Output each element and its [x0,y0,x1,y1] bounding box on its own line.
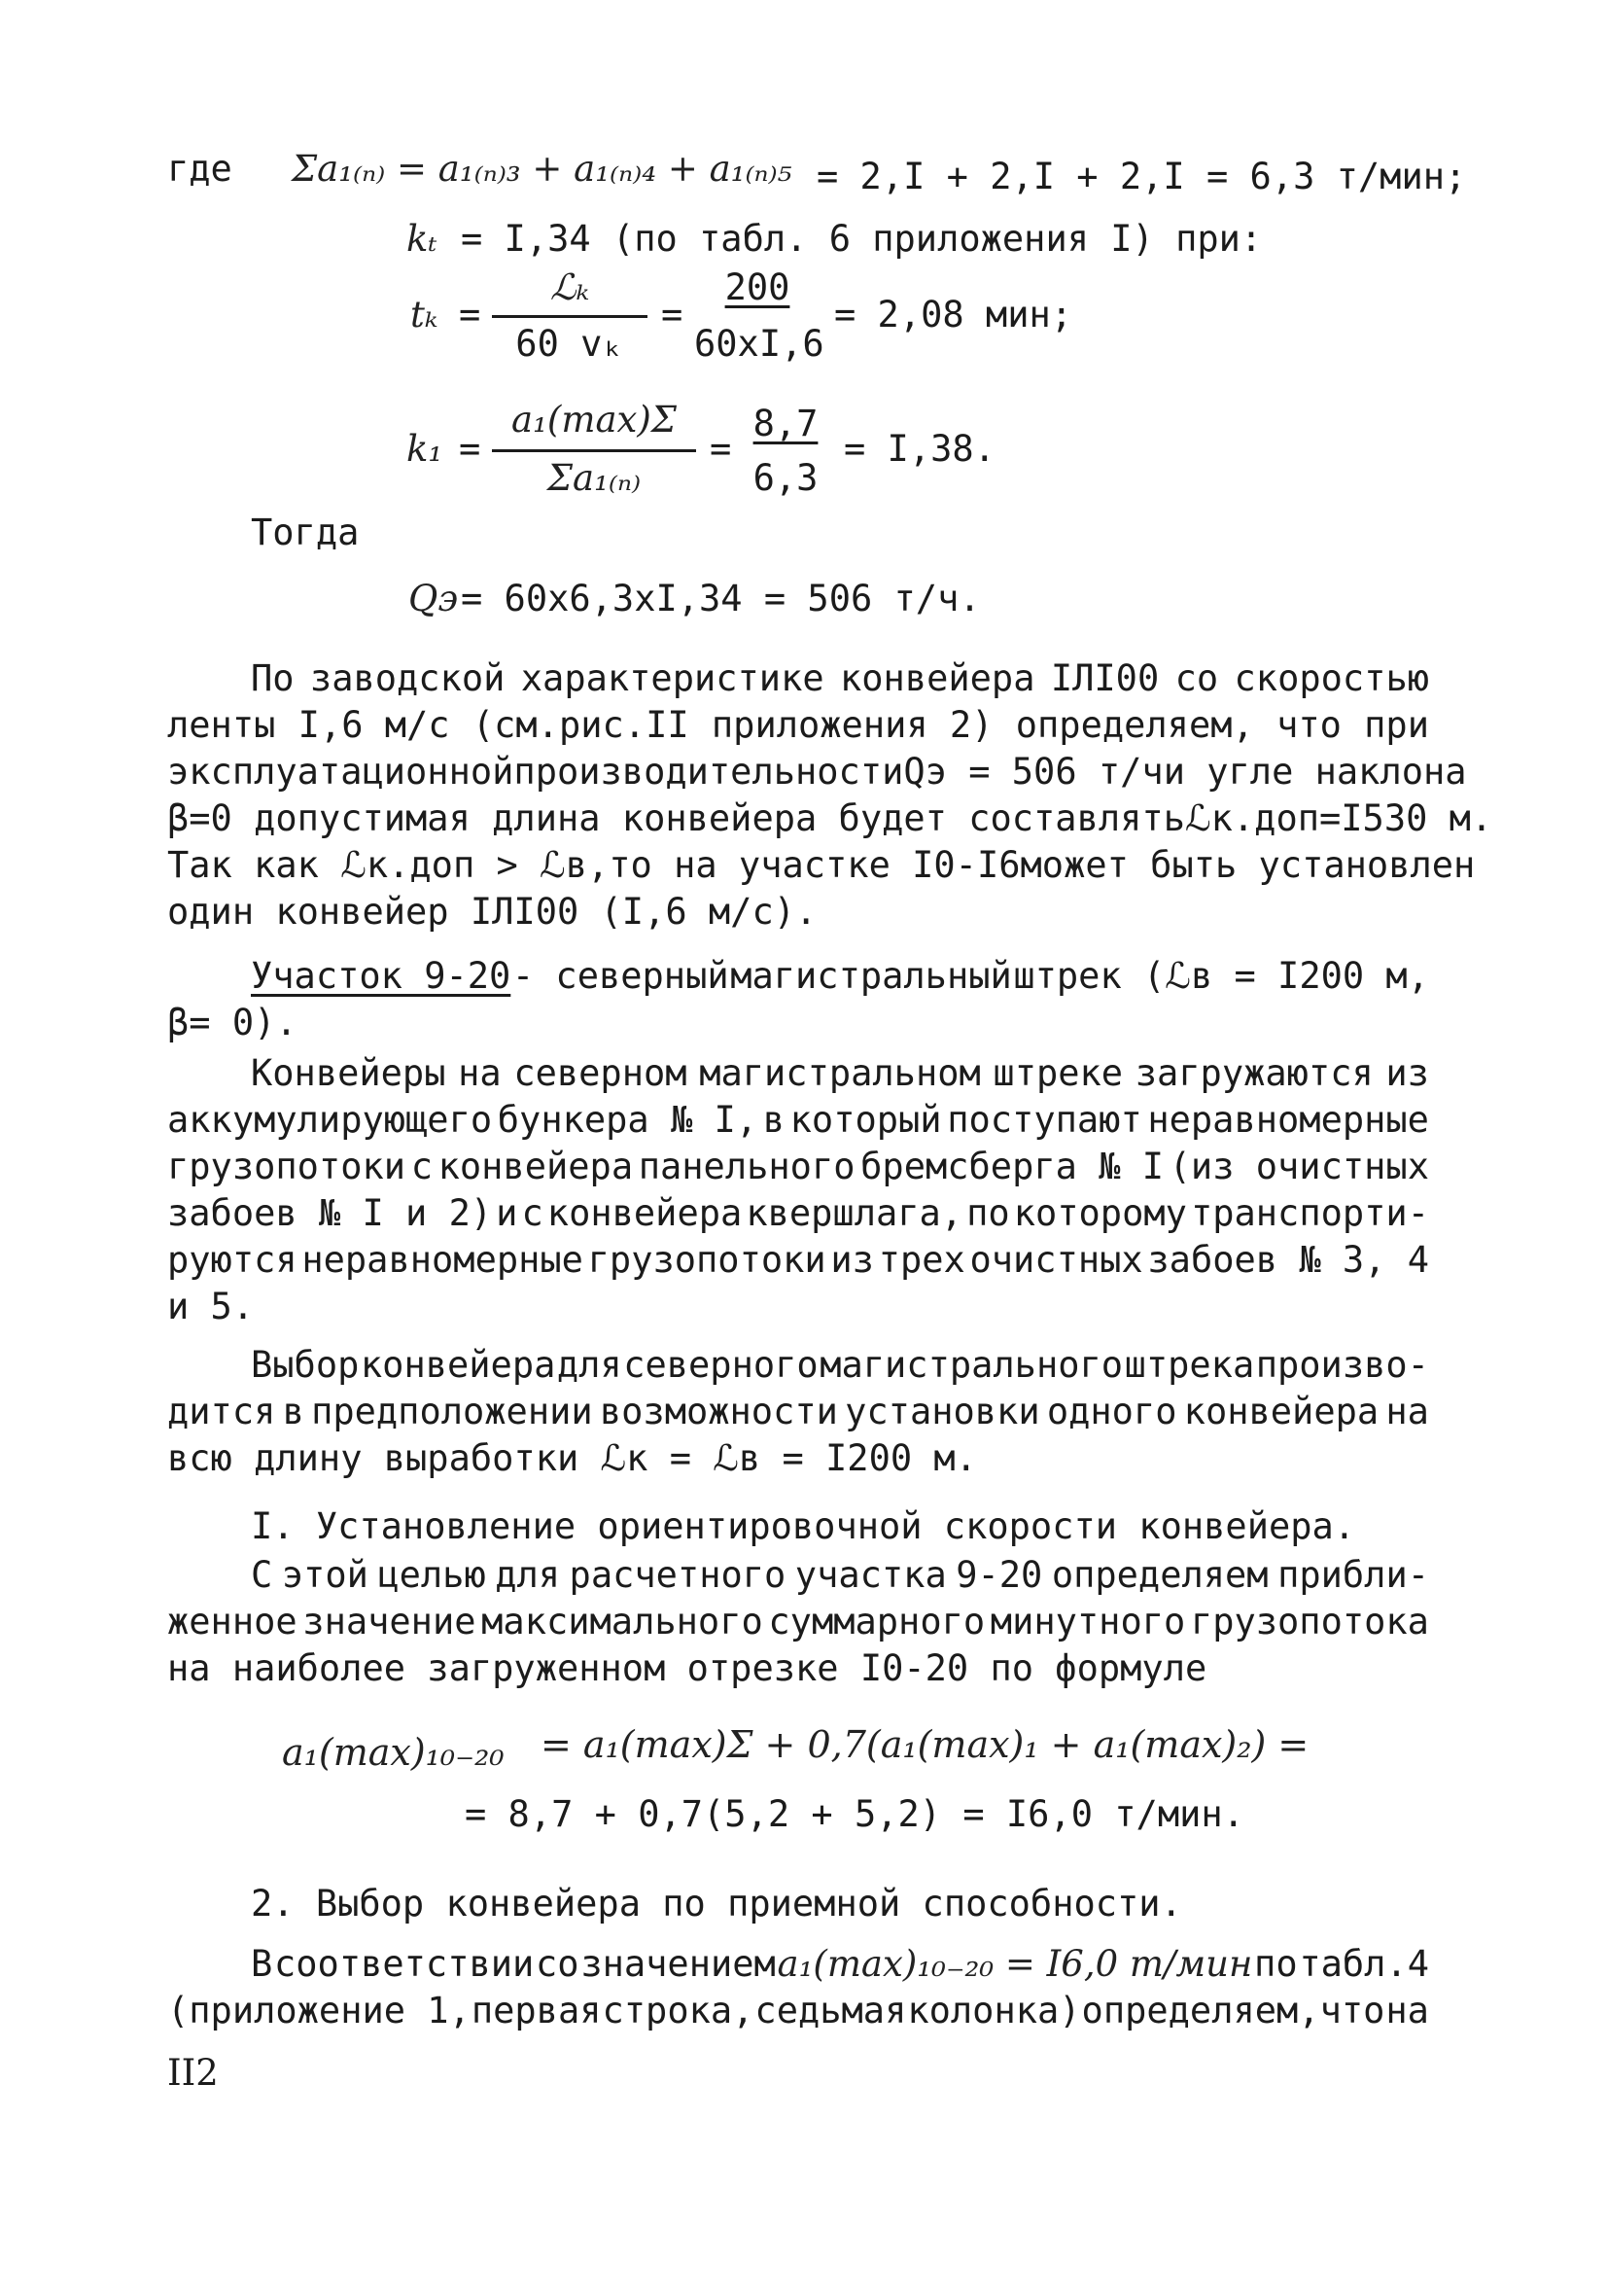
sum-formula-rhs: = 2,I + 2,I + 2,I = 6,3 т/мин; [817,156,1467,197]
word: I,6 м/с [297,704,450,746]
text-line [167,1097,1429,1144]
word: северном [513,1052,687,1094]
text-line [251,1941,1429,1988]
word: загружаются [1135,1052,1374,1094]
tk-numerator-2: 200 [724,266,790,308]
word: поступают [947,1099,1142,1141]
word: участка [794,1554,947,1596]
text-line [167,795,1493,842]
word: определяем, [1015,704,1254,746]
list-item: I. Установление ориентировочной скорости конвейера. [251,1505,1356,1547]
word: предположении [311,1391,593,1432]
k1-denominator-2: 6,3 [752,457,819,499]
word: (из очистных [1169,1146,1429,1187]
word: определяем,что [1081,1990,1385,2031]
word: табл.4 [1299,1943,1429,1985]
k1-numerator-1: a₁(max)Σ [511,399,677,441]
word: на [1385,1990,1429,2031]
word: забоев № I и 2) [167,1192,493,1234]
word: штреке [993,1052,1124,1094]
word: возможности [599,1391,838,1432]
word: аккумулирующего [167,1099,493,1141]
word: эксплуатационной [167,751,514,793]
text-line [167,842,1476,889]
word: определяем [1051,1554,1269,1596]
word: может быть установлен [1020,844,1476,886]
q-formula: = 60х6,3хI,34 = 506 т/ч. [461,578,981,619]
word: забоев № 3, 4 [1147,1239,1429,1281]
word: и [496,1192,518,1234]
word: штрека [1124,1344,1255,1386]
word: то на участке I0-I6 [609,844,1021,886]
word: женное [167,1601,297,1643]
text-line: на наиболее загруженном отрезке I0-20 по формуле [167,1647,1207,1689]
word: дится [167,1391,276,1432]
word: панельного [638,1146,856,1187]
word: для [495,1554,561,1596]
word: которому [1013,1192,1187,1234]
word: значение [302,1601,476,1643]
text-line [167,1237,1429,1284]
word: (приложение 1, [167,1990,471,2031]
where-word: где [167,148,232,190]
tk-denominator-1: 60 vₖ [515,323,624,365]
word: характеристике [520,657,824,699]
word: северного [623,1344,819,1386]
kt-symbol: kₜ [406,218,437,260]
word: магистральный [730,955,1012,997]
k1-result: = I,38. [844,428,996,470]
tk-result: = 2,08 мин; [834,294,1073,336]
word: произво- [1255,1344,1429,1386]
formula2-result: = 8,7 + 0,7(5,2 + 5,2) = I6,0 т/мин. [465,1793,1244,1835]
word: неравномерные [1147,1099,1429,1141]
word: заводской [309,657,506,699]
word: грузопотока [1190,1601,1429,1643]
word: производительности [513,751,904,793]
word: По [251,657,295,699]
word: конвейера [1183,1391,1380,1432]
word: конвейера [546,1192,743,1234]
word: и угле наклона [1163,751,1467,793]
word: на [1385,1391,1429,1432]
k1-symbol: k₁ [406,428,443,470]
text-line [251,1050,1429,1097]
word: этой [281,1554,368,1596]
word: очистных [969,1239,1143,1281]
word: - северный [511,955,729,997]
text-line: и 5. [167,1286,255,1327]
word: одного [1046,1391,1177,1432]
word: IЛI00 [1050,657,1160,699]
word: что [1276,704,1342,746]
text-line [167,1389,1429,1435]
text-line [251,655,1429,702]
q-symbol: Qэ [408,578,459,619]
word: с [410,1146,433,1187]
k1-equals-1: = [459,428,481,470]
word: значением [580,1943,776,1985]
word: a₁(max)₁₀₋₂₀ = I6,0 т/мин [777,1943,1253,1985]
word: грузопотоки [587,1239,826,1281]
k1-fraction-2 [747,401,824,502]
tk-equals-1: = [459,294,481,336]
tk-fraction-1 [492,265,647,368]
word: транспорти- [1190,1192,1429,1234]
word: приложения 2) [711,704,994,746]
text-line [167,702,1429,749]
word: (см.рис.II [472,704,689,746]
word: минутного [990,1601,1186,1643]
word: первая [471,1990,602,2031]
word: суммарного [768,1601,986,1643]
sum-formula-lhs: Σa₁₍ₙ₎ = a₁₍ₙ₎₃ + a₁₍ₙ₎₄ + a₁₍ₙ₎₅ [292,148,792,190]
text-line: β= 0). [167,1002,297,1043]
word: грузопотоки [167,1146,406,1187]
word: бункера № I, [497,1099,758,1141]
word: магистральном [699,1052,981,1094]
word: прибли- [1277,1554,1429,1596]
text-line [167,1988,1429,2034]
word: при [1364,704,1429,746]
text-line [167,1599,1429,1645]
word: трех [878,1239,965,1281]
word: С [251,1554,273,1596]
word: с [521,1192,543,1234]
word: квершлага, [746,1192,963,1234]
word: неравномерные [301,1239,583,1281]
word: В [251,1943,273,1985]
tk-equals-2: = [661,294,683,336]
tk-numerator-1: ℒₖ [549,266,590,308]
formula2-lhs: a₁(max)₁₀₋₂₀ [282,1731,505,1774]
tk-denominator-2: 60хI,6 [694,323,824,365]
word: конвейера [437,1146,634,1187]
word: конвейера [360,1344,556,1386]
word: Так как ℒк.доп > ℒв, [167,844,610,886]
word: на [458,1052,502,1094]
list-item: 2. Выбор конвейера по приемной способности. [251,1883,1182,1925]
word: для [556,1344,622,1386]
word: колонка) [907,1990,1081,2031]
tk-fraction-2 [694,265,824,368]
word: руются [167,1239,297,1281]
word: по [1254,1943,1298,1985]
k1-fraction-1 [492,397,696,502]
word: бремсберга № I [860,1146,1165,1187]
word: в [762,1099,786,1141]
word: соответствии [274,1943,535,1985]
text-line: один конвейер IЛI00 (I,6 м/с). [167,891,818,933]
word: из [830,1239,874,1281]
word: целью [377,1554,486,1596]
text-line: всю длину выработки ℒк = ℒв = I200 м. [167,1437,977,1479]
text-line [251,1342,1429,1389]
word: установки [845,1391,1040,1432]
text-line [167,1190,1429,1237]
tk-symbol: tₖ [410,294,438,336]
fraction-bar [492,449,696,452]
word: ленты [167,704,276,746]
word: из [1385,1052,1429,1094]
text-line [167,1144,1429,1190]
k1-equals-2: = [710,428,732,470]
k1-denominator-1: Σa₁₍ₙ₎ [546,457,642,499]
word: который [789,1099,942,1141]
text-line [251,1552,1429,1599]
text-line [167,749,1467,795]
word: в [282,1391,304,1432]
kt-definition: = I,34 (по табл. 6 приложения I) при: [461,218,1263,260]
page-number: II2 [167,2052,219,2094]
k1-numerator-2: 8,7 [752,403,819,444]
word: Конвейеры [251,1052,446,1094]
word: максимального [481,1601,763,1643]
then-word: Тогда [251,512,360,553]
word: скоростью [1234,657,1429,699]
fraction-bar [492,315,647,318]
section-heading [251,953,1429,1000]
word: магистрального [820,1344,1124,1386]
word: строка, [602,1990,754,2031]
word: конвейера [840,657,1035,699]
word: со [1174,657,1219,699]
word: Выбор [251,1344,360,1386]
word: β=0 допустимая длина конвейера будет составлять [167,797,1185,839]
word: 9-20 [956,1554,1043,1596]
word: расчетного [569,1554,786,1596]
section-title: Участок 9-20 [251,955,511,997]
formula2-rhs: = a₁(max)Σ + 0,7(a₁(max)₁ + a₁(max)₂) = [541,1723,1310,1766]
word: штрек (ℒв = I200 м, [1013,955,1429,997]
word: седьмая [754,1990,907,2031]
word: со [536,1943,579,1985]
word: по [966,1192,1010,1234]
word: ℒк.доп=I530 м. [1184,797,1493,839]
word: Qэ = 506 т/ч [903,751,1164,793]
